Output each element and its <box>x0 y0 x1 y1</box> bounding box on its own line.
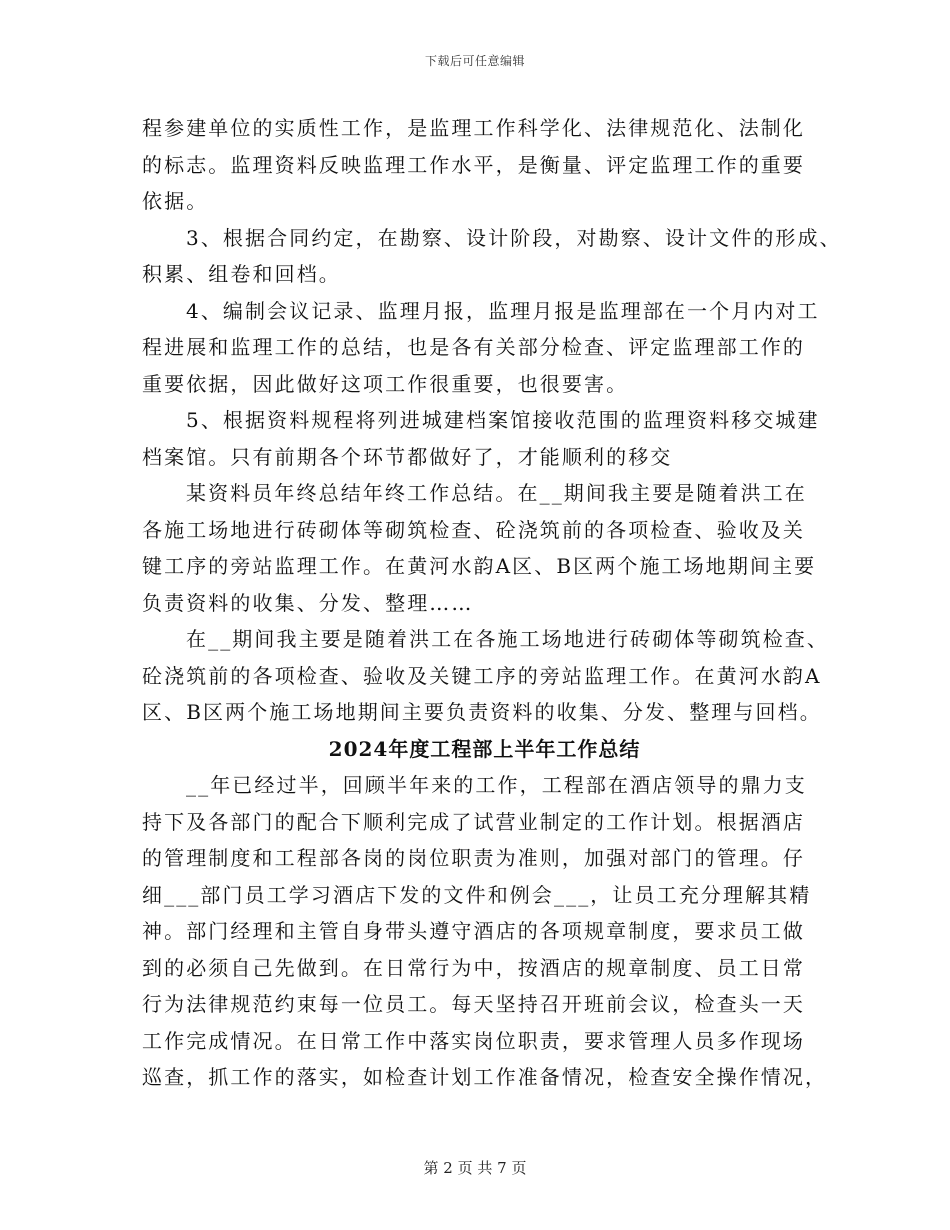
text-line: 行为法律规范约束每一位员工。每天坚持召开班前会议，检查头一天 <box>142 992 805 1016</box>
text-line: 档案馆。只有前期各个环节都做好了，才能顺利的移交 <box>142 444 673 469</box>
text-line: 3、根据合同约定，在勘察、设计阶段，对勘察、设计文件的形成、 <box>186 225 842 250</box>
text-line: 工作完成情况。在日常工作中落实岗位职责，要求管理人员多作现场 <box>142 1028 805 1053</box>
text-line: 的管理制度和工程部各岗的岗位职责为准则，加强对部门的管理。仔 <box>142 846 805 870</box>
text-line: 巡查，抓工作的落实，如检查计划工作准备情况，检查安全操作情况， <box>142 1065 828 1089</box>
text-line: __年已经过半，回顾半年来的工作，工程部在酒店领导的鼎力支 <box>186 773 807 797</box>
page-footer: 第 2 页 共 7 页 <box>423 1159 527 1177</box>
text-line: 重要依据，因此做好这项工作很重要，也很要害。 <box>142 371 629 396</box>
text-line: 持下及各部门的配合下顺利完成了试营业制定的工作计划。根据酒店 <box>142 809 805 834</box>
text-line: 程参建单位的实质性工作，是监理工作科学化、法律规范化、法制化 <box>142 116 805 140</box>
text-line: 键工序的旁站监理工作。在黄河水韵A区、B区两个施工场地期间主要 <box>142 554 817 578</box>
text-line: 神。部门经理和主管自身带头遵守酒店的各项规章制度，要求员工做 <box>142 919 805 943</box>
text-line: 负责资料的收集、分发、整理…… <box>142 590 474 615</box>
text-line: 依据。 <box>142 189 209 213</box>
section-title: 2024年度工程部上半年工作总结 <box>328 736 641 761</box>
text-line: 各施工场地进行砖砌体等砌筑检查、砼浇筑前的各项检查、验收及关 <box>142 517 805 542</box>
text-line: 5、根据资料规程将列进城建档案馆接收范围的监理资料移交城建 <box>186 408 820 432</box>
text-line: 积累、组卷和回档。 <box>142 262 341 286</box>
text-line: 细___部门员工学习酒店下发的文件和例会___，让员工充分理解其精 <box>142 882 812 907</box>
text-line: 砼浇筑前的各项检查、验收及关键工序的旁站监理工作。在黄河水韵A <box>142 663 822 688</box>
text-line: 4、编制会议记录、监理月报，监理月报是监理部在一个月内对工 <box>186 298 820 323</box>
text-line: 在__期间我主要是随着洪工在各施工场地进行砖砌体等砌筑检查、 <box>186 627 829 651</box>
text-line: 程进展和监理工作的总结，也是各有关部分检查、评定监理部工作的 <box>142 335 805 359</box>
text-line: 到的必须自己先做到。在日常行为中，按酒店的规章制度、员工日常 <box>142 955 805 980</box>
text-line: 区、B区两个施工场地期间主要负责资料的收集、分发、整理与回档。 <box>142 700 822 724</box>
page-header: 下载后可任意编辑 <box>424 54 525 68</box>
text-line: 某资料员年终总结年终工作总结。在__期间我主要是随着洪工在 <box>186 481 807 505</box>
document-body <box>142 110 842 1096</box>
text-line: 的标志。监理资料反映监理工作水平，是衡量、评定监理工作的重要 <box>142 152 805 177</box>
